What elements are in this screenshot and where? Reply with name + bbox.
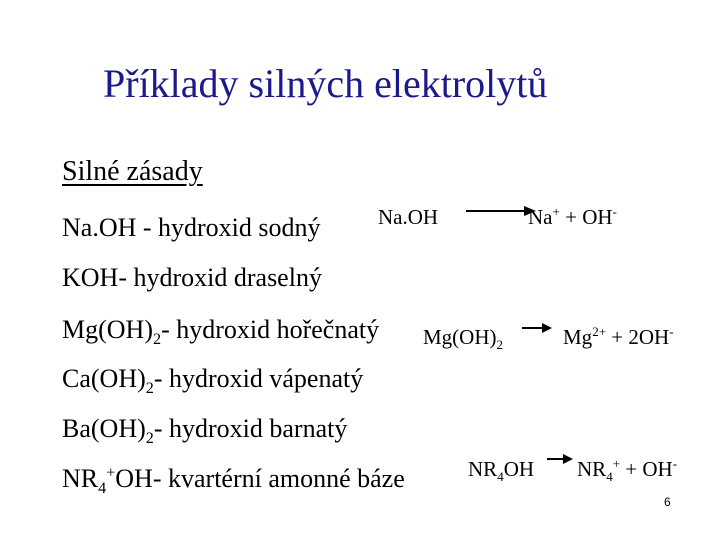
list-item-naoh: Na.OH - hydroxid sodný: [62, 213, 321, 242]
equation-3-products: $NR_4^+ + OH^-$: [577, 456, 678, 485]
equation-2-products: $Mg^{2+} + 2OH^-$: [563, 324, 674, 349]
list-item-baoh2: $Ba(OH)_2-$ hydroxid barnatý: [62, 414, 348, 448]
section-heading: Silné zásady: [62, 156, 203, 187]
list-item-caoh2: $Ca(OH)_2-$ hydroxid vápenatý: [62, 364, 364, 398]
list-item-nr4oh: $NR_4^+OH-$ kvartérní amonné báze: [62, 464, 405, 498]
equation-2-reactant: $Mg(OH)_2$: [423, 325, 504, 353]
list-item-koh: KOH- hydroxid draselný: [62, 263, 322, 292]
list-item-mgoh2: $Mg(OH)_2-$ hydroxid hořečnatý: [62, 315, 380, 349]
reaction-arrow-icon: [547, 452, 573, 466]
page-number: 6: [664, 495, 671, 509]
equation-3-reactant: $NR_4OH$: [468, 457, 535, 485]
slide-title: Příklady silných elektrolytů: [103, 61, 548, 106]
reaction-arrow-icon: [522, 321, 552, 335]
reaction-arrow-icon: [466, 204, 536, 218]
equation-1-products: Na+ + OH-: [528, 204, 617, 229]
equation-1-reactant: Na.OH: [378, 205, 439, 229]
